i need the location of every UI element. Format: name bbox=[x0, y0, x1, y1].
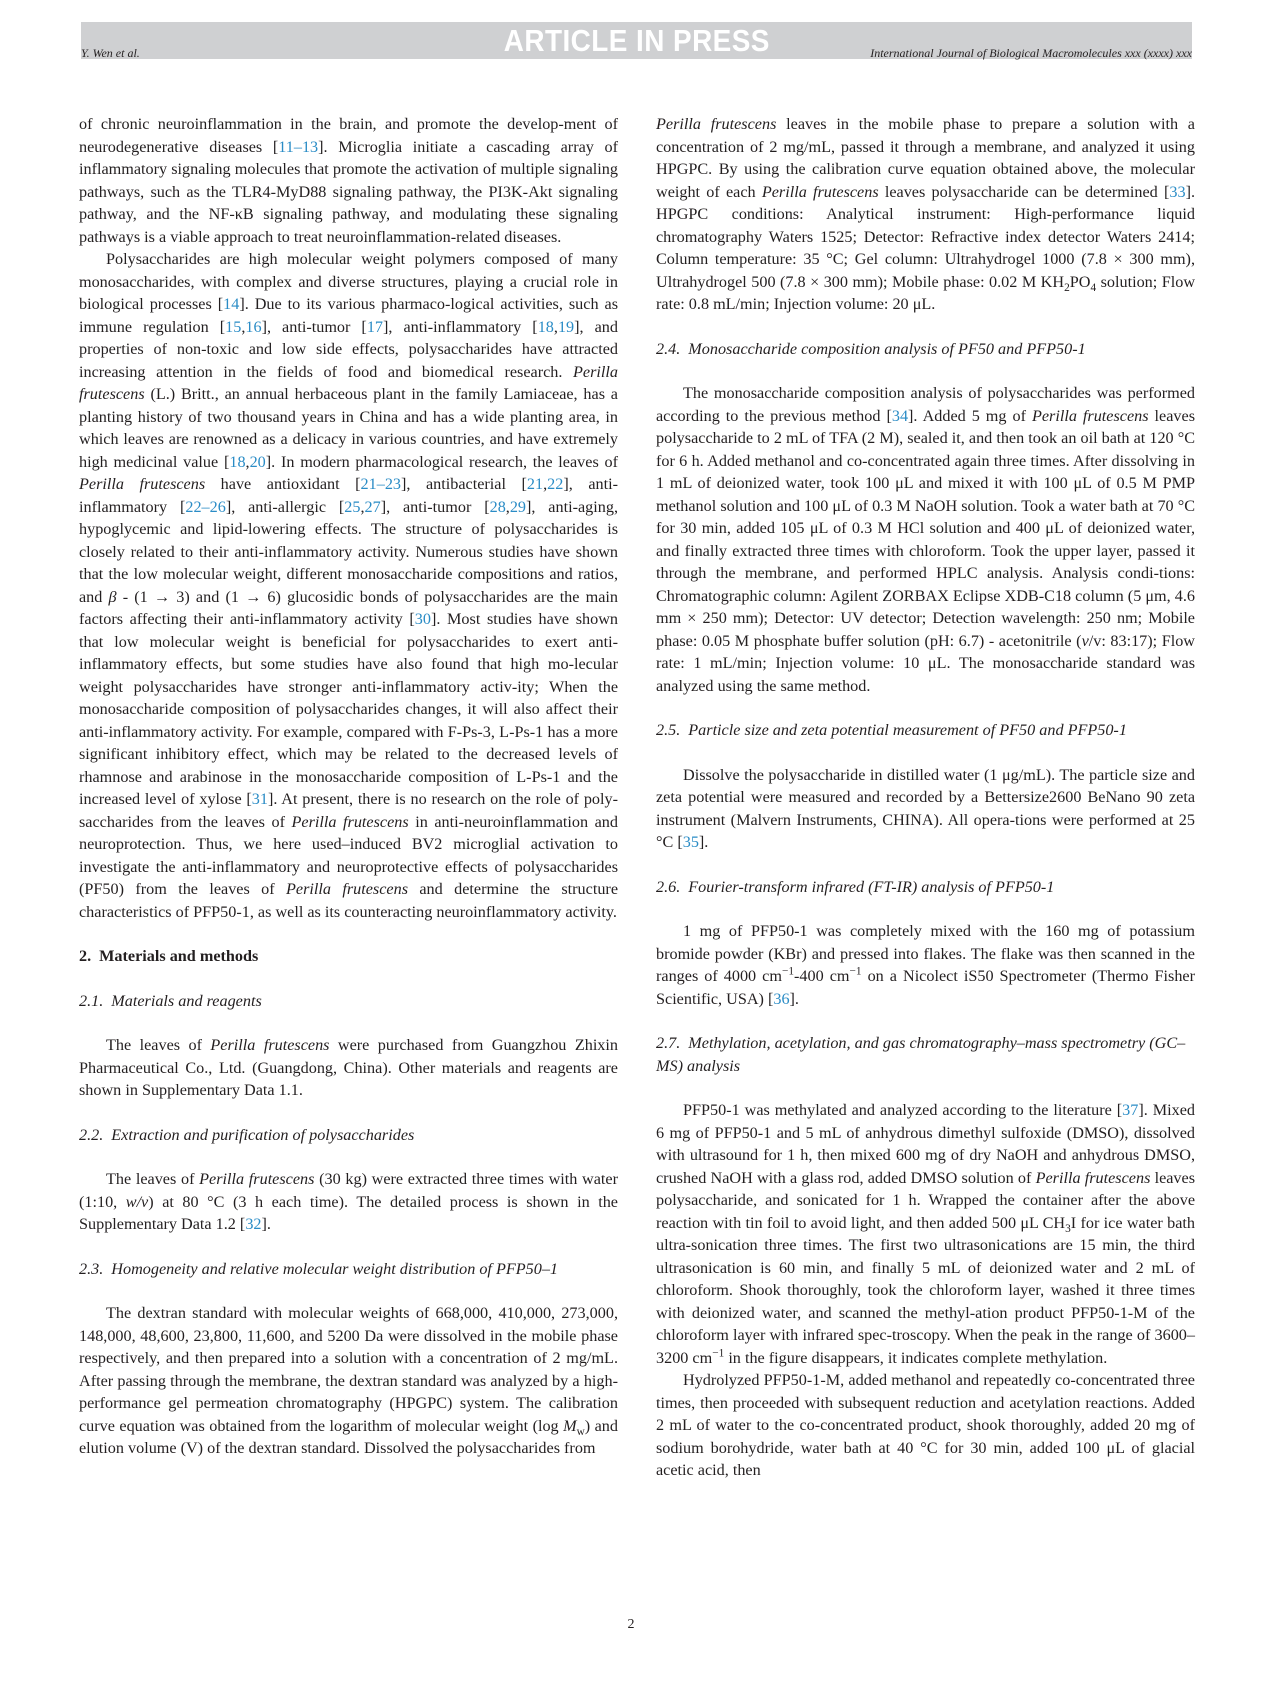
subsection-heading-2-5: 2.5. Particle size and zeta potential measurement of PF50 and PFP50-1 bbox=[656, 721, 1127, 739]
paragraph-extraction: The leaves of Perilla frutescens (30 kg) were extracted three times with water (1:10, w/v) at 80 °C (3 h each time). The detailed process is shown in the Supplementary Data 1.2 [32]. bbox=[79, 1170, 618, 1233]
citation-link[interactable]: 30 bbox=[414, 610, 431, 628]
subsection-heading-2-2: 2.2. Extraction and purification of polysaccharides bbox=[79, 1125, 415, 1144]
citation-link[interactable]: 28 bbox=[489, 497, 506, 516]
section-heading-materials-methods: 2. Materials and methods bbox=[79, 947, 259, 965]
citation-link[interactable]: 20 bbox=[249, 452, 266, 471]
page-number: 2 bbox=[627, 1617, 635, 1632]
citation-link[interactable]: 35 bbox=[682, 833, 699, 851]
paragraph-hpgpc-cont: Perilla frutescens leaves in the mobile phase to prepare a solution with a concentration of 2 mg/mL, passed it through a membrane, and analyzed it using HPGPC. By using the calibration curve equation obtained above, the molecular weight of each Perilla frutescens leaves polysaccharide can be determined [33]. HPGPC conditions: Analytical instrument: High-performance liquid chromatography Waters 1525; Detector: Refractive index detector Waters 2414; Column temperature: 35 °C; Gel column: Ultrahydrogel 1000 (7.8 × 300 mm), Ultrahydrogel 500 (7.8 × 300 mm); Mobile phase: 0.02 M $KH_2PO_4$ solution; Flow rate: 0.8 mL/min; Injection volume: 20 μL. bbox=[656, 115, 1196, 313]
paragraph-intro-cont: of chronic neuroinflammation in the brain, and promote the develop-ment of neurodegenerative diseases [11–13]. Microglia initiate a cascading array of inflammatory signaling molecules that promote the activation of multiple signaling pathways, such as the TLR4-MyD88 signaling pathway, the PI3K-Akt signaling pathway, and the NF-κB signaling pathway, and modulating these signaling pathways is a viable approach to treat neuroinflammation-related diseases. bbox=[79, 115, 618, 246]
citation-link[interactable]: 14 bbox=[223, 295, 240, 313]
citation-link[interactable]: 22–26 bbox=[185, 497, 226, 516]
citation-link[interactable]: 22 bbox=[547, 475, 564, 493]
running-head-journal: International Journal of Biological Macromolecules xxx (xxxx) xxx bbox=[870, 46, 1192, 60]
subsection-heading-2-1: 2.1. Materials and reagents bbox=[79, 991, 262, 1010]
right-column bbox=[656, 113, 1195, 1482]
citation-link[interactable]: 21–23 bbox=[360, 475, 402, 493]
paragraph-particle-size: Dissolve the polysaccharide in distilled water (1 μg/mL). The particle size and zeta potential were measured and recorded by a Bettersize2600 BeNano 90 zeta instrument (Malvern Instruments, CHINA). All opera-tions were performed at 25 °C [35]. bbox=[656, 765, 1195, 851]
citation-link[interactable]: 17 bbox=[366, 317, 384, 336]
citation-link[interactable]: 18 bbox=[229, 452, 246, 471]
paragraph-hydrolysis: Hydrolyzed PFP50-1-M, added methanol and repeatedly co-concentrated three times, then proceeded with subsequent reduction and acetylation reactions. Added 2 mL of water to the co-concentrated product, shook thoroughly, added 20 mg of sodium borohydride, water bath at 40 °C for 30 min, added 100 μL of glacial acetic acid, then bbox=[656, 1371, 1195, 1479]
citation-link[interactable]: 37 bbox=[1122, 1101, 1139, 1119]
citation-link[interactable]: 29 bbox=[509, 497, 527, 516]
citation-link[interactable]: 33 bbox=[1169, 182, 1186, 201]
paragraph-methylation: PFP50-1 was methylated and analyzed according to the literature [37]. Mixed 6 mg of PFP50-1 and 5 mL of anhydrous dimethyl sulfoxide (DMSO), dissolved with ultrasound for 1 h, then mixed 600 mg of dry NaOH and anhydrous DMSO, crushed NaOH with a glass rod, added DMSO solution of Perilla frutescens leaves polysaccharide, and sonicated for 1 h. Wrapped the container after the above reaction with tin foil to avoid light, and then added 500 μL $CH_3I$ for ice water bath ultra-sonication three times. The first two ultrasonications are 15 min, the third ultrasonication is 60 min, and finally 5 mL of deionized water and 2 mL of chloroform. Shook thoroughly, took the chloroform layer, washed it three times with deionized water, and scanned the methyl-ation product PFP50-1-M of the chloroform layer with infrared spec-troscopy. When the peak in the range of 3600–3200 $cm^{-1}$ in the figure disappears, it indicates complete methylation. bbox=[656, 1101, 1196, 1367]
citation-link[interactable]: 16 bbox=[245, 317, 262, 336]
left-column bbox=[79, 113, 618, 1460]
citation-link[interactable]: 36 bbox=[773, 989, 790, 1008]
citation-link[interactable]: 15 bbox=[225, 317, 242, 336]
paragraph-ftir: 1 mg of PFP50-1 was completely mixed with the 160 mg of potassium bromide powder (KBr) and pressed into flakes. The flake was then scanned in the ranges of 4000 $cm^{-1}-400$ $cm^{-1}$ on a Nicolect iS50 Spectrometer (Thermo Fisher Scientific, USA) [36]. bbox=[656, 922, 1195, 1008]
banner-text: ARTICLE IN PRESS bbox=[503, 22, 770, 58]
paragraph-monosaccharide: The monosaccharide composition analysis of polysaccharides was performed according to the previous method [34]. Added 5 mg of Perilla frutescens leaves polysaccharide to 2 mL of TFA (2 M), sealed it, and then took an oil bath at 120 °C for 6 h. Added methanol and co-concentrated again three times. After dissolving in 1 mL of deionized water, took 100 μL and mixed it with 100 μL of 0.5 M PMP methanol solution and 100 μL of 0.3 M NaOH solution. Took a water bath at 70 °C for 30 min, added 105 μL of 0.3 M HCl solution and 400 μL of deionized water, and finally extracted three times with chloroform. Took the upper layer, passed it through the membrane, and performed HPLC analysis. Analysis condi-tions: Chromatographic column: Agilent ZORBAX Eclipse XDB-C18 column (5 μm, 4.6 mm × 250 mm); Detector: UV detector; Detection wavelength: 250 nm; Mobile phase: 0.05 M phosphate buffer solution (pH: 6.7) - acetonitrile (v/v: 83:17); Flow rate: 1 mL/min; Injection volume: 10 μL. The monosaccharide standard was analyzed using the same method. bbox=[656, 384, 1195, 695]
paragraph-homogeneity: The dextran standard with molecular weights of 668,000, 410,000, 273,000, 148,000, 48,600, 23,800, 11,600, and 5200 Da were dissolved in the mobile phase respectively, and then prepared into a solution with a concentration of 2 mg/mL. After passing through the membrane, the dextran standard was analyzed by a high-performance gel permeation chromatography (HPGPC) system. The calibration curve equation was obtained from the logarithm of molecular weight (log $M_w$) and elution volume (V) of the dextran standard. Dissolved the polysaccharides from bbox=[79, 1304, 618, 1457]
running-head-authors: Y. Wen et al. bbox=[81, 46, 140, 60]
citation-link[interactable]: 27 bbox=[364, 497, 381, 516]
citation-link[interactable]: 21 bbox=[526, 475, 544, 493]
citation-link[interactable]: 19 bbox=[557, 317, 575, 336]
subsection-heading-2-3: 2.3. Homogeneity and relative molecular weight distribution of PFP50–1 bbox=[79, 1259, 559, 1278]
paragraph-materials: The leaves of Perilla frutescens were purchased from Guangzhou Zhixin Pharmaceutical Co., Ltd. (Guangdong, China). Other materials and reagents are shown in Supplementary Data 1.1. bbox=[79, 1036, 618, 1099]
citation-link[interactable]: 11–13 bbox=[278, 137, 319, 156]
citation-link[interactable]: 32 bbox=[245, 1215, 262, 1233]
citation-link[interactable]: 31 bbox=[251, 790, 268, 808]
subsection-heading-2-6: 2.6. Fourier-transform infrared (FT-IR) analysis of PFP50-1 bbox=[656, 877, 1055, 896]
subsection-heading-2-7: 2.7. Methylation, acetylation, and gas chromatography–mass spectrometry (GC–MS) analysis bbox=[656, 1034, 1186, 1075]
citation-link[interactable]: 34 bbox=[891, 406, 909, 425]
citation-link[interactable]: 18 bbox=[537, 317, 554, 336]
subsection-heading-2-4: 2.4. Monosaccharide composition analysis of PF50 and PFP50-1 bbox=[656, 339, 1086, 358]
citation-link[interactable]: 25 bbox=[344, 497, 361, 516]
paragraph-polysaccharides: Polysaccharides are high molecular weight polymers composed of many monosaccharides, with complex and diverse structures, playing a crucial role in biological processes [14]. Due to its various pharmaco-logical activities, such as immune regulation [15,16], anti-tumor [17], anti-inflammatory [18,19], and properties of non-toxic and low side effects, polysaccharides have attracted increasing attention in the fields of food and biomedical research. Perilla frutescens (L.) Britt., an annual herbaceous plant in the family Lamiaceae, has a planting history of two thousand years in China and has a wide planting area, in which leaves are renowned as a delicacy in various countries, and have extremely high medicinal value [18,20]. In modern pharmacological research, the leaves of Perilla frutescens have antioxidant [21–23], antibacterial [21,22], anti-inflammatory [22–26], anti-allergic [25,27], anti-tumor [28,29], anti-aging, hypoglycemic and lipid-lowering effects. The structure of polysaccharides is closely related to their anti-inflammatory activity. Numerous studies have shown that the low molecular weight, different monosaccharide compositions and ratios, and β - (1 → 3) and (1 → 6) glucosidic bonds of polysaccharides are the main factors affecting their anti-inflammatory activity [30]. Most studies have shown that low molecular weight is beneficial for polysaccharides to exert anti-inflammatory effects, but some studies have also found that high mo-lecular weight polysaccharides have stronger anti-inflammatory activ-ity; When the monosaccharide composition of polysaccharides changes, it will also affect their anti-inflammatory activity. For example, compared with F-Ps-3, L-Ps-1 has a more significant inhibitory effect, which may be related to the decreased levels of rhamnose and arabinose in the monosaccharide composition of L-Ps-1 and the increased level of xylose [31]. At present, there is no research on the role of poly-saccharides from the leaves of Perilla frutescens in anti-neuroinflammation and neuroprotection. Thus, we here used–induced BV2 microglial activation to investigate the anti-inflammatory and neuroprotective effects of polysaccharides (PF50) from the leaves of Perilla frutescens and determine the structure characteristics of PFP50-1, as well as its counteracting neuroinflammatory activity. bbox=[79, 250, 619, 921]
